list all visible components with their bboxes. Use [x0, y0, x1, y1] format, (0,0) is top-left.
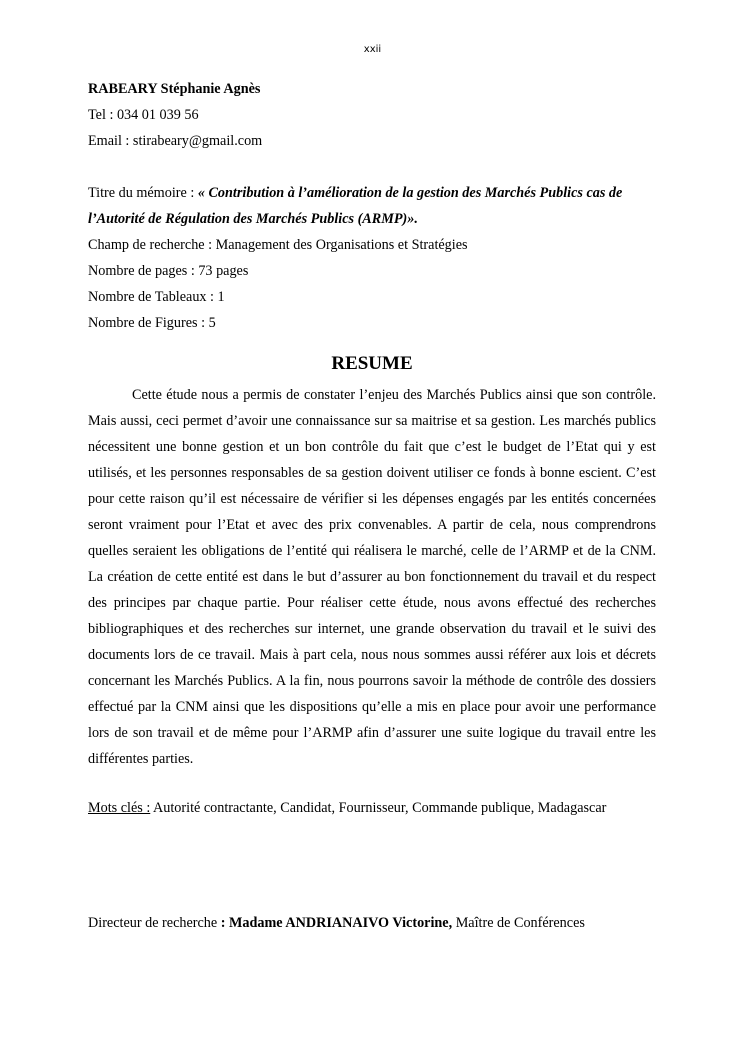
author-email	[88, 128, 656, 154]
title-line-1: « Contribution à l’amélioration de la gestion des Marchés Publics cas de	[197, 185, 623, 201]
table-count-value: 1	[217, 289, 225, 305]
table-count	[88, 284, 656, 310]
figure-count-label: Nombre de Figures :	[88, 315, 209, 331]
page-count-label: Nombre de pages :	[88, 263, 199, 279]
page-count	[88, 258, 656, 284]
director-name: : Madame ANDRIANAIVO Victorine,	[220, 915, 453, 931]
resume-heading: RESUME	[331, 353, 413, 374]
director-title: Maître de Conférences	[452, 915, 585, 931]
author-tel	[88, 102, 656, 128]
resume-paragraph: Cette étude nous a permis de constater l’enjeu des Marchés Publics ainsi que son contrôle. Mais aussi, ceci permet d’avoir une connaissance sur sa maitrise et sa gestion. Les marchés publics nécessitent une bonne gestion et un bon contrôle du fait que c’est le budget de l’Etat qui y est utilisés, et les personnes responsables de sa gestion doivent utiliser ce fonds à bonne escient. C’est pour cette raison qu’il est nécessaire de vérifier si les dépenses engagés par les entités concernées seront vraiment pour l’Etat et avec des prix convenables. A partir de cela, nous comprendrons quelles seraient les obligations de l’entité qui réalisera le marché, celle de l’ARMP et de la CNM. La création de cette entité est dans le but d’assurer au bon fonctionnement du travail et du respect des principes par chaque partie. Pour réaliser cette étude, nous avons effectué des recherches bibliographiques et des recherches sur internet, une grande observation du travail et le suivi des documents lors de ce travail. Mais à part cela, nous nous sommes aussi référer aux lois et décrets concernant les Marchés Publics. A la fin, nous pourrons savoir la méthode de contrôle des dossiers effectué par la CNM ainsi que les dispositions qu’elle a mis en place pour avoir une performance lors de son travail et de même pour l’ARMP afin d’assurer une suite logique du travail entre les différentes parties.	[88, 387, 656, 767]
keywords	[88, 795, 656, 821]
research-field	[88, 232, 656, 258]
figure-count	[88, 310, 656, 336]
director-label: Directeur de recherche	[88, 915, 221, 931]
keywords-values: Autorité contractante, Candidat, Fournisseur, Commande publique, Madagascar	[150, 800, 607, 816]
table-count-label: Nombre de Tableaux :	[88, 289, 218, 305]
memoire-title	[88, 180, 656, 232]
page-number: xxii	[363, 44, 382, 55]
page-count-value: 73 pages	[198, 263, 249, 279]
figure-count-value: 5	[208, 315, 216, 331]
research-field-value: Management des Organisations et Stratégies	[215, 237, 468, 253]
tel-label: Tel :	[88, 107, 117, 123]
research-director	[88, 910, 585, 936]
email-value: stirabeary@gmail.com	[132, 133, 263, 149]
author-name: RABEARY Stéphanie Agnès	[88, 81, 261, 97]
resume-text	[88, 382, 656, 772]
research-field-label: Champ de recherche :	[88, 237, 216, 253]
email-label: Email :	[88, 133, 133, 149]
title-line-2: l’Autorité de Régulation des Marchés Publics (ARMP)».	[88, 211, 418, 227]
keywords-label: Mots clés :	[88, 800, 151, 816]
tel-value: 034 01 039 56	[116, 107, 199, 123]
document-body	[88, 76, 656, 821]
title-label: Titre du mémoire :	[88, 185, 198, 201]
